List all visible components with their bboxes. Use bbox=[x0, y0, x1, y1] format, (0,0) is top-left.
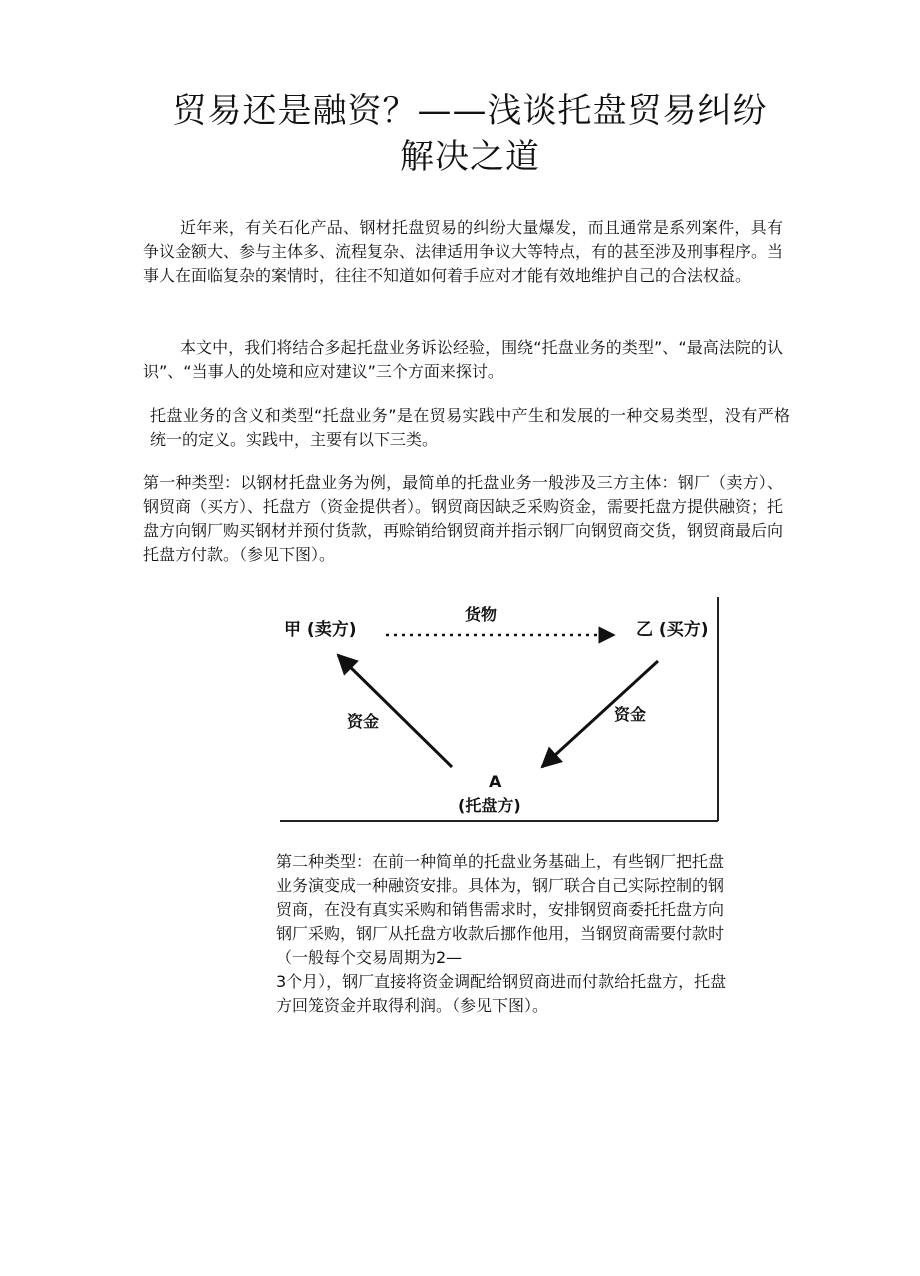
second-type-line: 钢厂采购，钢厂从托盘方收款后挪作他用，当钢贸商需要付款时 bbox=[276, 924, 725, 943]
funds-right-label: 资金 bbox=[614, 705, 647, 724]
title-line-1: 贸易还是融资？——浅谈托盘贸易纠纷 bbox=[172, 91, 768, 131]
buyer-label: 乙 (买方) bbox=[636, 620, 709, 640]
document-title bbox=[140, 88, 800, 180]
intro-paragraph: 近年来，有关石化产品、钢材托盘贸易的纠纷大量爆发，而且通常是系列案件，具有争议金额大、参与主体多、流程复杂、法律适用争议大等特点，有的甚至涉及刑事程序。当事人在面临复杂的案情时，往往不知道如何着手应对才能有效地维护自己的合法权益。 bbox=[143, 218, 784, 285]
second-type-line: 贸商，在没有真实采购和销售需求时，安排钢贸商委托托盘方向 bbox=[276, 900, 725, 919]
seller-label: 甲 (卖方) bbox=[284, 620, 357, 640]
definition-paragraph: 托盘业务的含义和类型“托盘业务”是在贸易实践中产生和发展的一种交易类型，没有严格统一的定义。实践中，主要有以下三类。 bbox=[150, 406, 790, 449]
funds-left-arrow bbox=[338, 655, 452, 767]
funds-left-label: 资金 bbox=[347, 712, 380, 731]
second-type-line: 业务演变成一种融资安排。具体为，钢厂联合自己实际控制的钢 bbox=[276, 876, 725, 895]
goods-label: 货物 bbox=[465, 605, 498, 624]
second-type-line: 第二种类型：在前一种简单的托盘业务基础上，有些钢厂把托盘 bbox=[276, 852, 725, 871]
first-type-paragraph: 第一种类型：以钢材托盘业务为例，最简单的托盘业务一般涉及三方主体：钢厂（卖方）、钢贸商（买方）、托盘方（资金提供者）。钢贸商因缺乏采购资金，需要托盘方提供融资；托盘方向钢厂购买钢材并预付货款，再赊销给钢贸商并指示钢厂向钢贸商交货，钢贸商最后向托盘方付款。（参见下图）。 bbox=[143, 473, 784, 564]
second-type-line: 方回笼资金并取得利润。（参见下图）。 bbox=[276, 996, 549, 1015]
second-type-line: 3个月），钢厂直接将资金调配给钢贸商进而付款给托盘方，托盘 bbox=[276, 972, 727, 991]
pallet-trade-diagram bbox=[280, 595, 722, 825]
title-line-2: 解决之道 bbox=[400, 137, 540, 177]
scope-paragraph: 本文中，我们将结合多起托盘业务诉讼经验，围绕“托盘业务的类型”、“最高法院的认识”、“当事人的处境和应对建议”三个方面来探讨。 bbox=[143, 338, 783, 381]
second-type-paragraph bbox=[276, 850, 801, 1018]
pallet-label: (托盘方) bbox=[458, 796, 521, 815]
second-type-line: （一般每个交易周期为2— bbox=[276, 948, 463, 967]
pallet-letter: A bbox=[489, 772, 502, 791]
